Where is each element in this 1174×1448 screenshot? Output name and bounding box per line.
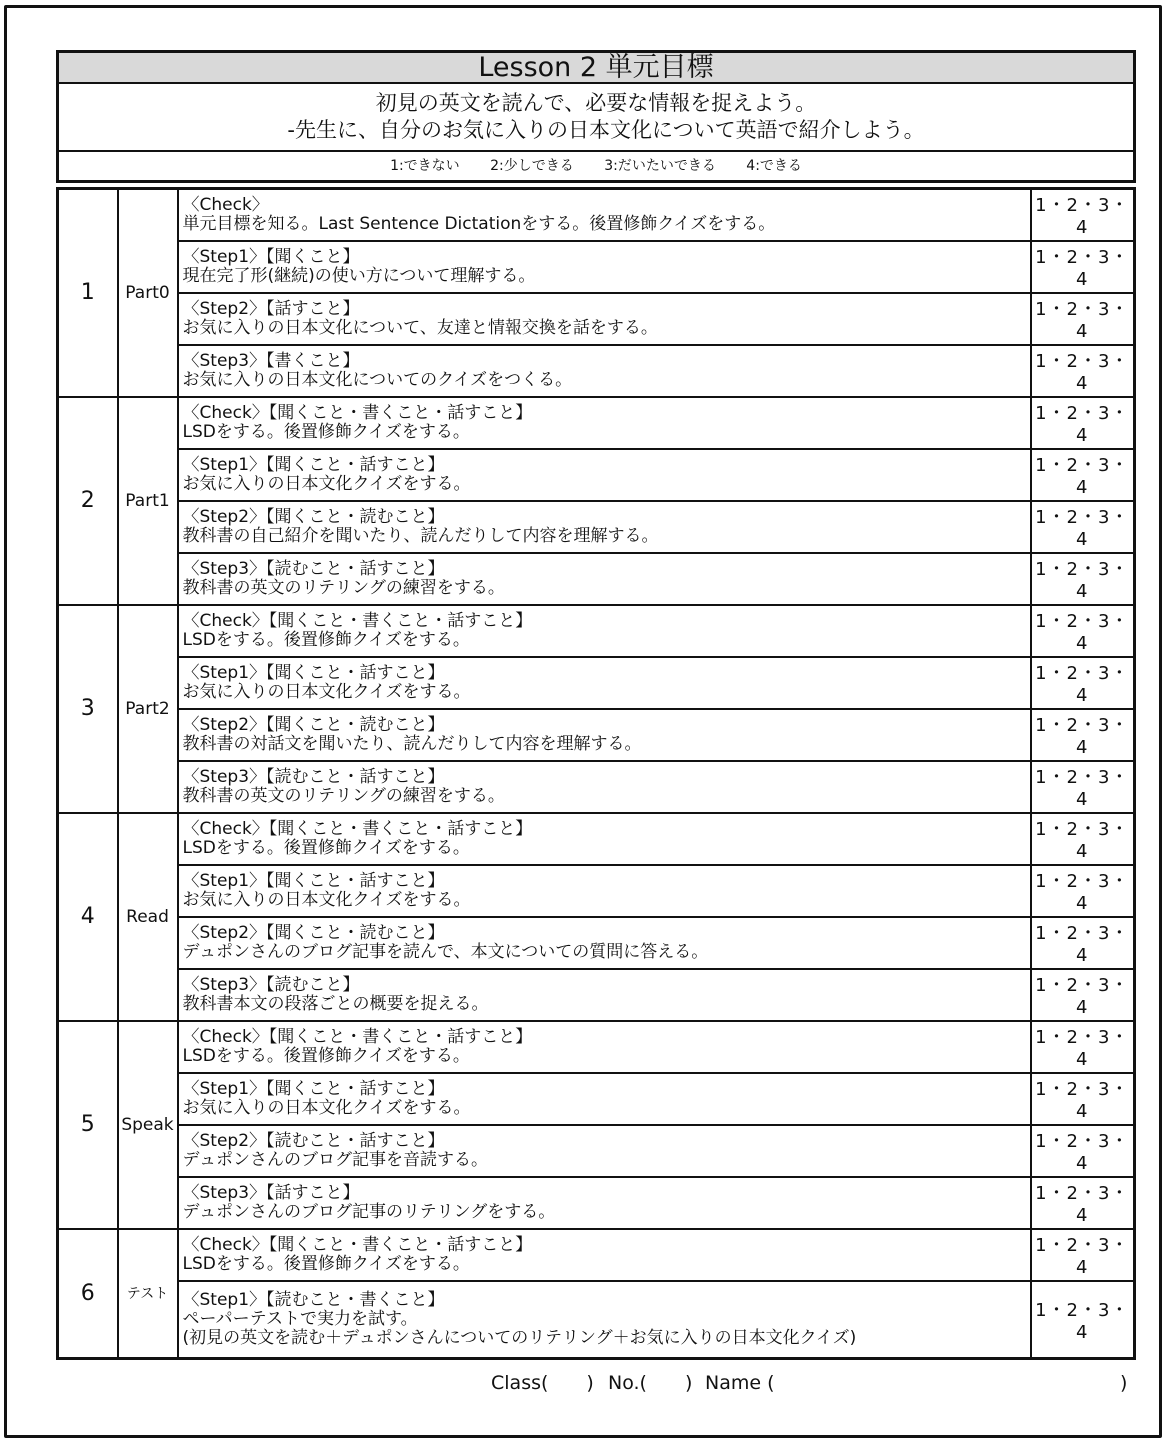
- task-description: [178, 345, 1031, 397]
- task-heading: 〈Step1〉【聞くこと・話すこと】: [182, 870, 445, 891]
- task-description: [178, 917, 1031, 969]
- task-body: 教科書の英文のリテリングの練習をする。: [182, 577, 505, 598]
- task-description: [178, 1021, 1031, 1073]
- score-selector[interactable]: 1・2・3・4: [1031, 709, 1135, 761]
- task-heading: 〈Step2〉【話すこと】: [182, 298, 360, 319]
- score-selector[interactable]: 1・2・3・4: [1031, 449, 1135, 501]
- task-body: ペーパーテストで実力を試す。: [182, 1308, 418, 1329]
- score-selector[interactable]: 1・2・3・4: [1031, 189, 1135, 241]
- score-selector[interactable]: 1・2・3・4: [1031, 553, 1135, 605]
- table-row: [58, 345, 1135, 397]
- table-row: [58, 189, 1135, 241]
- self-evaluation-table: [56, 187, 1136, 1360]
- task-description: [178, 1281, 1031, 1359]
- score-selector[interactable]: 1・2・3・4: [1031, 1125, 1135, 1177]
- scale-1: 1:できない: [390, 158, 460, 174]
- task-description: [178, 189, 1031, 241]
- score-selector[interactable]: 1・2・3・4: [1031, 1073, 1135, 1125]
- student-info: [56, 1369, 1136, 1397]
- table-row: [58, 293, 1135, 345]
- task-heading: 〈Check〉【聞くこと・書くこと・話すこと】: [182, 610, 533, 631]
- table-row: [58, 1125, 1135, 1177]
- table-row: [58, 917, 1135, 969]
- score-selector[interactable]: 1・2・3・4: [1031, 1021, 1135, 1073]
- worksheet: [56, 50, 1136, 1360]
- task-heading: 〈Step3〉【読むこと】: [182, 974, 360, 995]
- lesson-part: テスト: [118, 1229, 178, 1359]
- table-row: [58, 501, 1135, 553]
- task-heading: 〈Check〉【聞くこと・書くこと・話すこと】: [182, 1026, 533, 1047]
- table-row: [58, 813, 1135, 865]
- task-description: [178, 657, 1031, 709]
- table-row: [58, 865, 1135, 917]
- task-body: お気に入りの日本文化についてのクイズをつくる。: [182, 369, 573, 390]
- task-heading: 〈Check〉: [182, 194, 269, 215]
- scale-2: 2:少しできる: [490, 158, 574, 174]
- task-body: LSDをする。後置修飾クイズをする。: [182, 837, 470, 858]
- rating-scale: [56, 152, 1136, 183]
- task-description: [178, 761, 1031, 813]
- task-heading: 〈Step2〉【聞くこと・読むこと】: [182, 714, 445, 735]
- table-row: [58, 709, 1135, 761]
- goal-line-1: 初見の英文を読んで、必要な情報を捉えよう。: [375, 91, 817, 115]
- task-body: お気に入りの日本文化について、友達と情報交換を話をする。: [182, 317, 658, 338]
- lesson-part: Speak: [118, 1021, 178, 1229]
- task-description: [178, 813, 1031, 865]
- task-description: [178, 969, 1031, 1021]
- lesson-number: 5: [58, 1021, 118, 1229]
- score-selector[interactable]: 1・2・3・4: [1031, 969, 1135, 1021]
- name-field-close: ): [1120, 1372, 1128, 1394]
- table-row: [58, 397, 1135, 449]
- task-body: デュポンさんのブログ記事のリテリングをする。: [182, 1201, 556, 1222]
- table-row: [58, 969, 1135, 1021]
- task-heading: 〈Step1〉【聞くこと・話すこと】: [182, 1078, 445, 1099]
- score-selector[interactable]: 1・2・3・4: [1031, 1229, 1135, 1281]
- task-body: お気に入りの日本文化クイズをする。: [182, 889, 471, 910]
- task-body: 教科書本文の段落ごとの概要を捉える。: [182, 993, 489, 1014]
- task-heading: 〈Check〉【聞くこと・書くこと・話すこと】: [182, 1234, 533, 1255]
- task-body: LSDをする。後置修飾クイズをする。: [182, 1253, 470, 1274]
- task-description: [178, 709, 1031, 761]
- table-row: [58, 1281, 1135, 1359]
- lesson-part: Part2: [118, 605, 178, 813]
- table-row: [58, 449, 1135, 501]
- task-heading: 〈Step3〉【話すこと】: [182, 1182, 360, 1203]
- number-field[interactable]: No.( ): [608, 1372, 693, 1394]
- name-field[interactable]: Name (: [705, 1372, 775, 1394]
- task-heading: 〈Step1〉【聞くこと・話すこと】: [182, 454, 445, 475]
- task-body: 教科書の対話文を聞いたり、読んだりして内容を理解する。: [182, 733, 642, 754]
- table-row: [58, 1073, 1135, 1125]
- scale-3: 3:だいたいできる: [604, 158, 716, 174]
- lesson-number: 6: [58, 1229, 118, 1359]
- task-heading: 〈Step3〉【読むこと・話すこと】: [182, 766, 445, 787]
- score-selector[interactable]: 1・2・3・4: [1031, 761, 1135, 813]
- score-selector[interactable]: 1・2・3・4: [1031, 1177, 1135, 1229]
- task-description: [178, 241, 1031, 293]
- lesson-number: 3: [58, 605, 118, 813]
- task-heading: 〈Step3〉【読むこと・話すこと】: [182, 558, 445, 579]
- task-body: LSDをする。後置修飾クイズをする。: [182, 629, 470, 650]
- score-selector[interactable]: 1・2・3・4: [1031, 605, 1135, 657]
- table-row: [58, 1177, 1135, 1229]
- task-heading: 〈Step2〉【読むこと・話すこと】: [182, 1130, 445, 1151]
- task-description: [178, 293, 1031, 345]
- task-description: [178, 501, 1031, 553]
- lesson-part: Part1: [118, 397, 178, 605]
- score-selector[interactable]: 1・2・3・4: [1031, 1281, 1135, 1359]
- lesson-part: Part0: [118, 189, 178, 397]
- task-description: [178, 865, 1031, 917]
- task-heading: 〈Step1〉【読むこと・書くこと】: [182, 1289, 445, 1310]
- lesson-number: 4: [58, 813, 118, 1021]
- scale-4: 4:できる: [746, 158, 802, 174]
- task-heading: 〈Check〉【聞くこと・書くこと・話すこと】: [182, 818, 533, 839]
- score-selector[interactable]: 1・2・3・4: [1031, 293, 1135, 345]
- task-body: デュポンさんのブログ記事を読んで、本文についての質問に答える。: [182, 941, 709, 962]
- unit-goals: [56, 84, 1136, 152]
- task-body: 単元目標を知る。Last Sentence Dictationをする。後置修飾クイズをする。: [182, 213, 776, 234]
- lesson-part: Read: [118, 813, 178, 1021]
- task-heading: 〈Check〉【聞くこと・書くこと・話すこと】: [182, 402, 533, 423]
- goal-line-2: -先生に、自分のお気に入りの日本文化について英語で紹介しよう。: [287, 118, 925, 142]
- table-row: [58, 241, 1135, 293]
- table-row: [58, 1229, 1135, 1281]
- score-selector[interactable]: 1・2・3・4: [1031, 917, 1135, 969]
- lesson-number: 2: [58, 397, 118, 605]
- task-body: お気に入りの日本文化クイズをする。: [182, 1097, 471, 1118]
- task-heading: 〈Step2〉【聞くこと・読むこと】: [182, 922, 445, 943]
- task-heading: 〈Step3〉【書くこと】: [182, 350, 360, 371]
- score-selector[interactable]: 1・2・3・4: [1031, 501, 1135, 553]
- task-description: [178, 397, 1031, 449]
- task-heading: 〈Step1〉【聞くこと】: [182, 246, 360, 267]
- score-selector[interactable]: 1・2・3・4: [1031, 345, 1135, 397]
- score-selector[interactable]: 1・2・3・4: [1031, 657, 1135, 709]
- table-row: [58, 657, 1135, 709]
- task-body: LSDをする。後置修飾クイズをする。: [182, 1045, 470, 1066]
- table-row: [58, 553, 1135, 605]
- task-description: [178, 1177, 1031, 1229]
- table-row: [58, 1021, 1135, 1073]
- task-description: [178, 1229, 1031, 1281]
- task-description: [178, 1073, 1031, 1125]
- task-description: [178, 553, 1031, 605]
- table-row: [58, 605, 1135, 657]
- task-heading: 〈Step1〉【聞くこと・話すこと】: [182, 662, 445, 683]
- score-selector[interactable]: 1・2・3・4: [1031, 813, 1135, 865]
- task-body: LSDをする。後置修飾クイズをする。: [182, 421, 470, 442]
- task-description: [178, 1125, 1031, 1177]
- task-body: 教科書の自己紹介を聞いたり、読んだりして内容を理解する。: [182, 525, 659, 546]
- score-selector[interactable]: 1・2・3・4: [1031, 241, 1135, 293]
- task-body: 教科書の英文のリテリングの練習をする。: [182, 785, 505, 806]
- score-selector[interactable]: 1・2・3・4: [1031, 397, 1135, 449]
- table-row: [58, 761, 1135, 813]
- score-selector[interactable]: 1・2・3・4: [1031, 865, 1135, 917]
- task-description: [178, 605, 1031, 657]
- task-body: お気に入りの日本文化クイズをする。: [182, 681, 471, 702]
- task-body: 現在完了形(継続)の使い方について理解する。: [182, 265, 536, 286]
- class-field[interactable]: Class( ): [491, 1372, 594, 1394]
- task-body-note: (初見の英文を読む＋デュポンさんについてのリテリング＋お気に入りの日本文化クイズ): [182, 1327, 857, 1348]
- lesson-number: 1: [58, 189, 118, 397]
- page-title: Lesson 2 単元目標: [56, 50, 1136, 84]
- task-description: [178, 449, 1031, 501]
- task-body: お気に入りの日本文化クイズをする。: [182, 473, 471, 494]
- task-heading: 〈Step2〉【聞くこと・読むこと】: [182, 506, 445, 527]
- task-body: デュポンさんのブログ記事を音読する。: [182, 1149, 488, 1170]
